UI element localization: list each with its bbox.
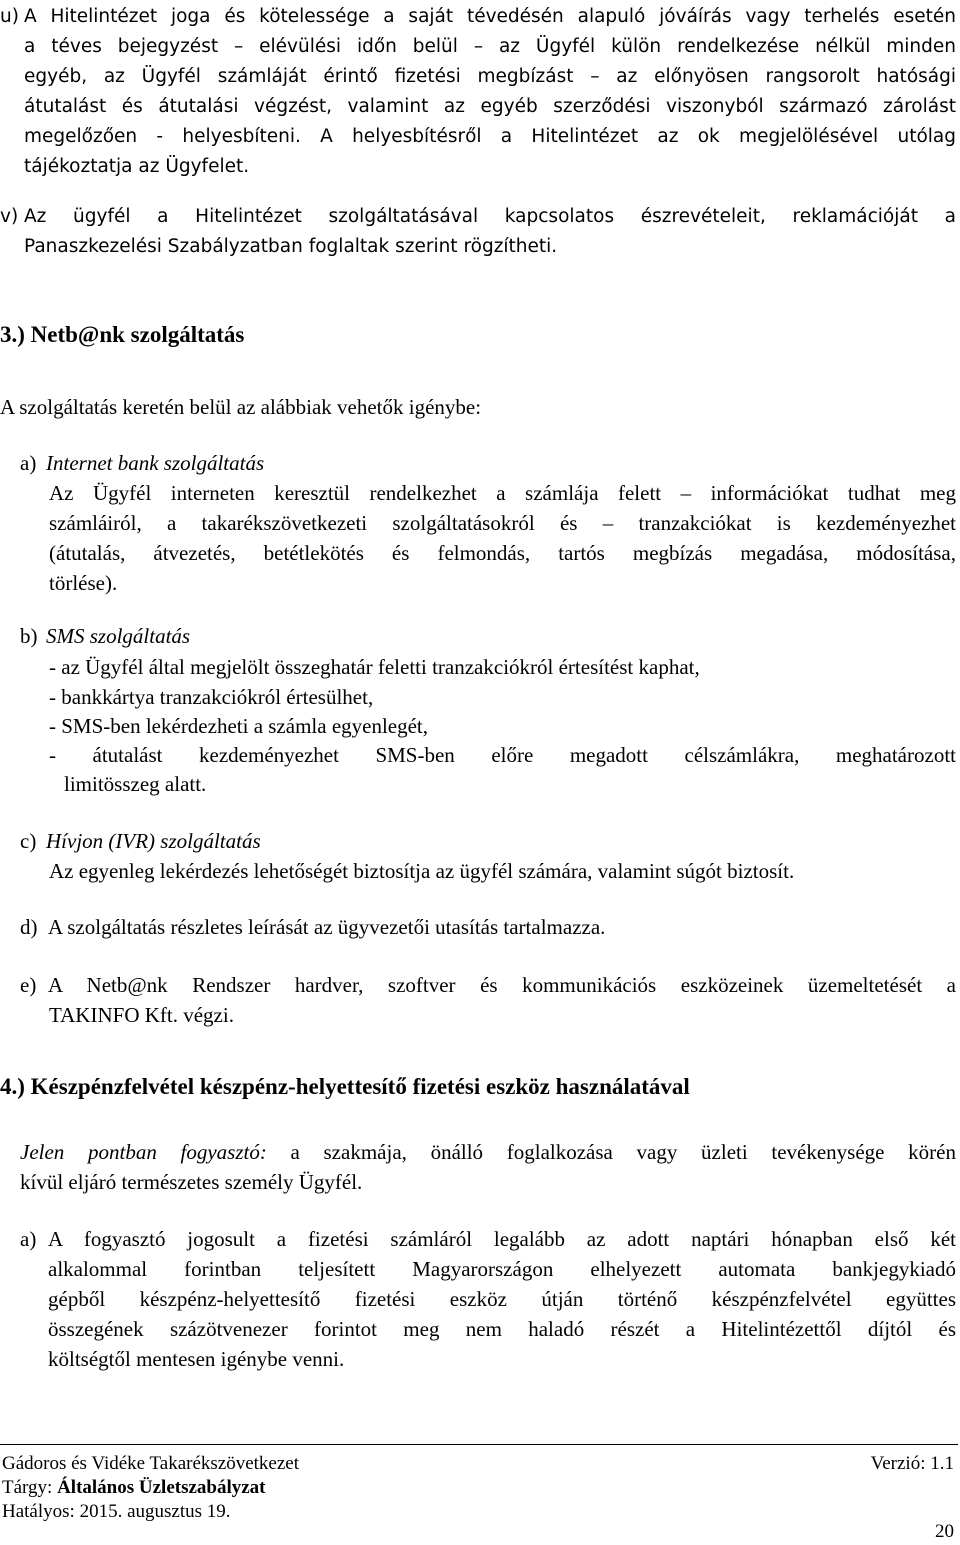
s3-b-label: b) [20,624,38,648]
s3-b-list-item: limitösszeg alatt. [64,772,207,796]
s3-c-heading: Hívjon (IVR) szolgáltatás [46,829,261,853]
u-item-line-1 [0,2,960,32]
u-item-text: tájékoztatja az Ügyfelet. [24,156,250,177]
u-item-line-5 [0,122,960,152]
section-3-title: 3.) Netb@nk szolgáltatás [0,322,245,347]
s3-a-text: törlése). [49,571,118,595]
u-item-line-2 [0,32,960,62]
s3-d-line [0,912,960,942]
s3-e-text: A Netb@nk Rendszer hardver, szoftver és kommunikációs eszközeinek üzemeltetését a [48,973,956,997]
s3-a-label: a) [20,451,37,475]
s3-d-text: A szolgáltatás részletes leírását az ügyvezetői utasítás tartalmazza. [48,915,606,939]
v-item-label: v) [0,206,19,227]
s3-b-list-item: - az Ügyfél által megjelölt összeghatár feletti tranzakciókról értesítést kaphat, [49,655,700,679]
s3-a-heading: Internet bank szolgáltatás [46,451,265,475]
page-number: 20 [935,1521,954,1542]
s3-b-list-item: - SMS-ben lekérdezheti a számla egyenlegét, [49,714,429,738]
footer-subject-label: Tárgy: [2,1477,58,1498]
footer-version: Verzió: 1.1 [870,1453,954,1474]
u-item-line-3 [0,62,960,92]
v-item-text: Panaszkezelési Szabályzatban foglaltak szerint rögzítheti. [24,236,558,257]
s3-e-line-1 [0,970,960,1000]
s3-e-text: TAKINFO Kft. végzi. [49,1003,234,1027]
s3-b-list-item: - átutalást kezdeményezhet SMS-ben előre megadott célszámlákra, meghatározott [49,743,956,767]
v-item-text: Az ügyfél a Hitelintézet szolgáltatásával kapcsolatos észrevételeit, reklamációját a [24,206,956,227]
s4-definition-term: Jelen pontban fogyasztó: [20,1140,267,1164]
v-item-line-2 [0,232,960,262]
s4-definition-rest: a szakmája, önálló foglalkozása vagy üzleti tevékenysége körén [266,1140,956,1164]
footer-divider [0,1444,958,1445]
s4-a-line-1 [0,1224,960,1254]
s4-definition-line-2: kívül eljáró természetes személy Ügyfél. [20,1170,363,1194]
s3-c-heading-line [0,826,960,856]
footer-effective-date: Hatályos: 2015. augusztus 19. [2,1501,231,1522]
s4-a-text: összegének százötvenezer forintot meg nem haladó részét a Hitelintézettől díjtól és [48,1317,956,1341]
s4-a-label: a) [20,1227,37,1251]
s3-b-heading: SMS szolgáltatás [46,624,191,648]
u-item-line-6 [0,152,960,182]
s4-a-text: gépből készpénz-helyettesítő fizetési eszköz útján történő készpénzfelvétel együttes [48,1287,956,1311]
u-item-text: megelőzően - helyesbíteni. A helyesbítésről a Hitelintézet az ok megjelölésével utólag [24,126,956,147]
s4-definition-line-1 [0,1137,960,1167]
section-4-title: 4.) Készpénzfelvétel készpénz-helyettesítő fizetési eszköz használatával [0,1074,690,1099]
u-item-line-4 [0,92,960,122]
section-3-intro: A szolgáltatás keretén belül az alábbiak vehetők igénybe: [0,395,482,419]
s3-a-text: Az Ügyfél interneten keresztül rendelkezhet a számlája felett – információkat tudhat meg [49,481,956,505]
s3-e-label: e) [20,973,37,997]
s3-b-heading-line [0,621,960,651]
s3-d-label: d) [20,915,38,939]
s3-c-text: Az egyenleg lekérdezés lehetőségét biztosítja az ügyfél számára, valamint súgót biztosít. [49,859,795,883]
s4-a-text: költségtől mentesen igénybe venni. [48,1347,345,1371]
u-item-text: egyéb, az Ügyfél számláját érintő fizetési megbízást – az előnyösen rangsorolt hatósági [24,66,956,87]
s3-a-text: számláiról, a takarékszövetkezeti szolgáltatásokról és – tranzakciókat is kezdeményezhet [49,511,956,535]
v-item-line-1 [0,202,960,232]
s3-b-list-item: - bankkártya tranzakciókról értesülhet, [49,685,374,709]
u-item-label: u) [0,6,19,27]
s3-c-label: c) [20,829,37,853]
s4-a-text: alkalommal forintban teljesített Magyarországon elhelyezett automata bankjegykiadó [48,1257,956,1281]
footer-subject-value: Általános Üzletszabályzat [57,1477,266,1498]
s4-a-text: A fogyasztó jogosult a fizetési számláról legalább az adott naptári hónapban első két [48,1227,956,1251]
s4-definition-text [20,1137,956,1167]
s3-a-heading-line [0,448,960,478]
u-item-text: a téves bejegyzést – elévülési időn belül – az Ügyfél külön rendelkezése nélkül minden [24,36,956,57]
u-item-text: átutalást és átutalási végzést, valamint az egyéb szerződési viszonyból származó zárolást [24,96,956,117]
footer-organization: Gádoros és Vidéke Takarékszövetkezet [2,1453,300,1474]
u-item-text: A Hitelintézet joga és kötelessége a saját tévedésén alapuló jóváírás vagy terhelés esetén [24,6,956,27]
s3-a-text: (átutalás, átvezetés, betétlekötés és felmondás, tartós megbízás megadása, módosítása, [49,541,956,565]
